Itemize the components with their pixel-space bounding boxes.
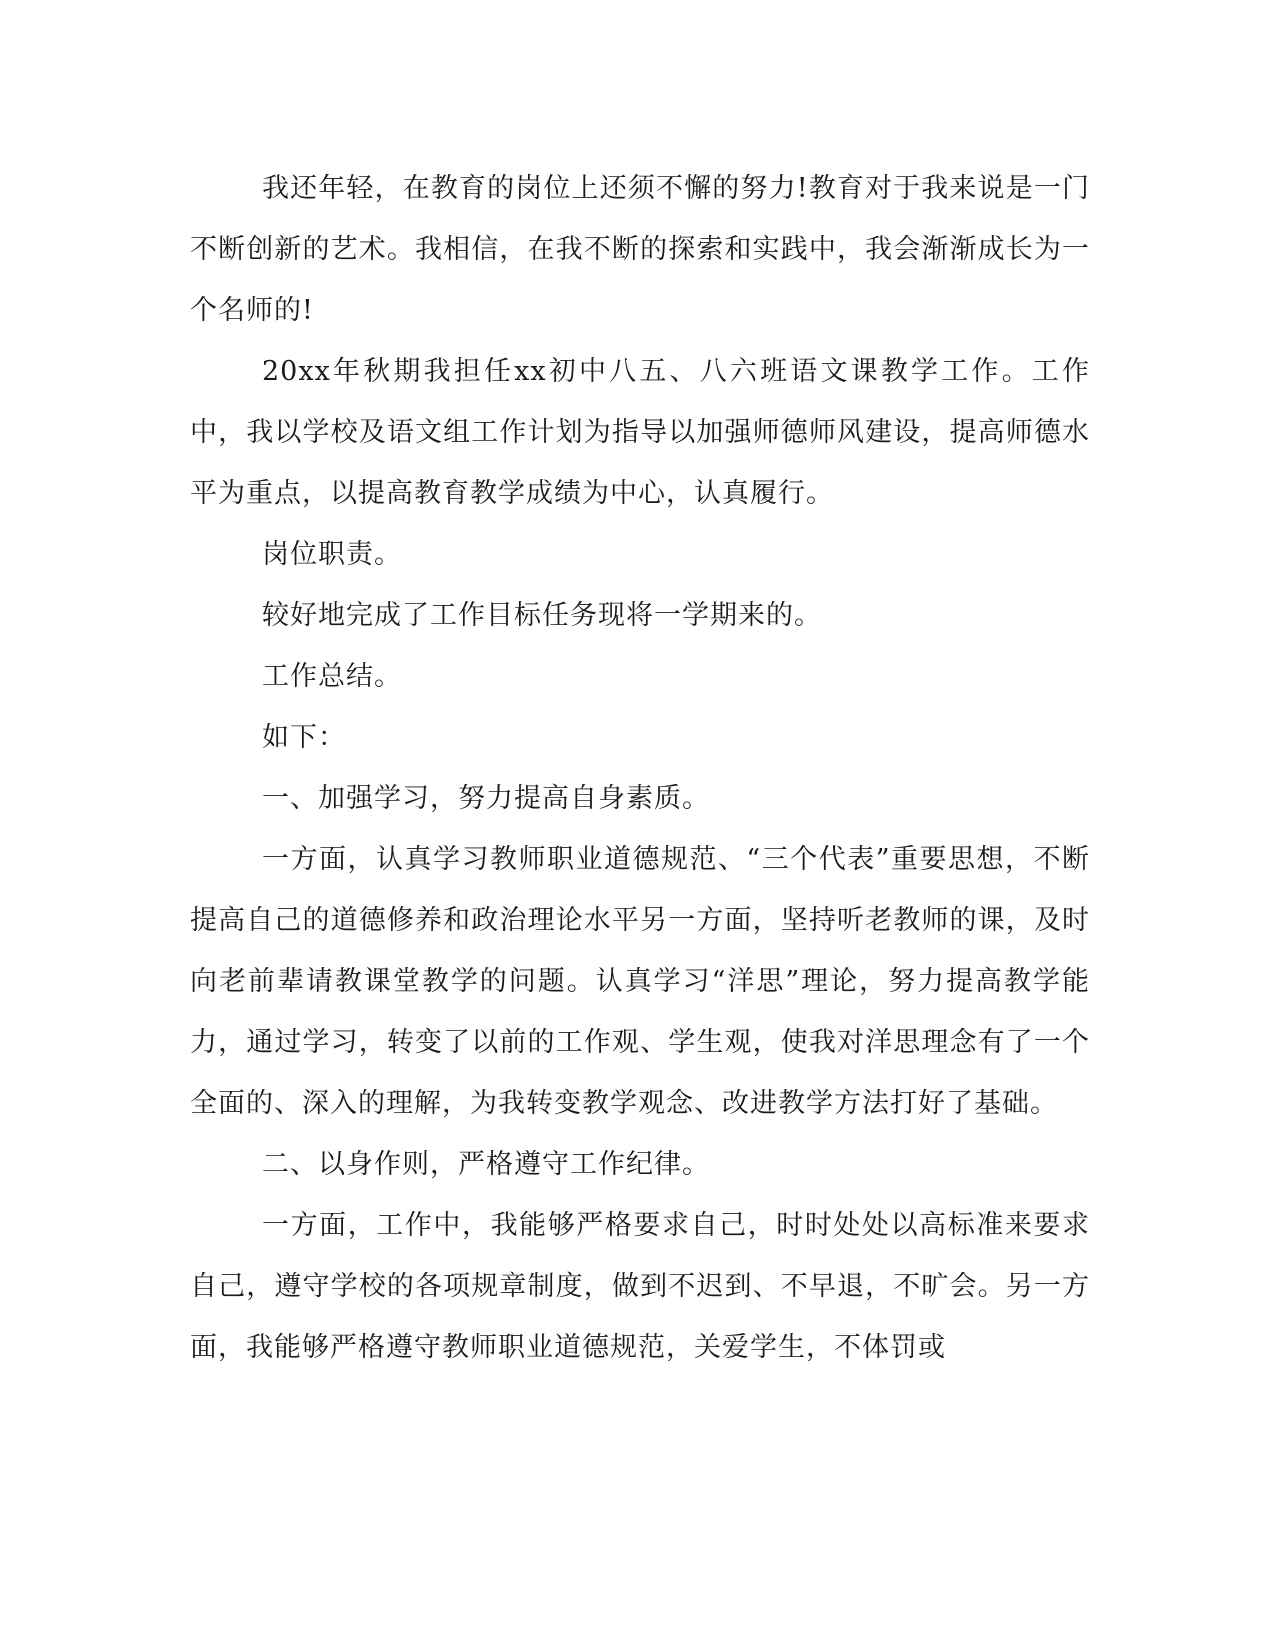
paragraph-2: 20xx年秋期我担任xx初中八五、八六班语文课教学工作。工作中，我以学校及语文组工作计划为指导以加强师德师风建设，提高师德水平为重点，以提高教育教学成绩为中心，认真履行。 [190, 356, 1090, 509]
paragraph-4: 较好地完成了工作目标任务现将一学期来的。 [262, 600, 822, 631]
paragraph-6: 如下： [262, 722, 346, 753]
paragraph-8: 一方面，认真学习教师职业道德规范、“三个代表”重要思想，不断提高自己的道德修养和政治理论水平另一方面，坚持听老教师的课，及时向老前辈请教课堂教学的问题。认真学习“洋思”理论，努力提高教学能力，通过学习，转变了以前的工作观、学生观，使我对洋思理念有了一个全面的、深入的理解，为我转变教学观念、改进教学方法打好了基础。 [190, 844, 1090, 1119]
section-heading-1: 一、加强学习，努力提高自身素质。 [262, 783, 710, 814]
document-body [190, 158, 1090, 1378]
paragraph-1: 我还年轻，在教育的岗位上还须不懈的努力!教育对于我来说是一门不断创新的艺术。我相信，在我不断的探索和实践中，我会渐渐成长为一个名师的! [190, 173, 1090, 326]
paragraph-5: 工作总结。 [262, 661, 402, 692]
paragraph-3: 岗位职责。 [262, 539, 402, 570]
paragraph-10: 一方面，工作中，我能够严格要求自己，时时处处以高标准来要求自己，遵守学校的各项规章制度，做到不迟到、不早退，不旷会。另一方面，我能够严格遵守教师职业道德规范，关爱学生，不体罚或 [190, 1210, 1090, 1363]
section-heading-2: 二、以身作则，严格遵守工作纪律。 [262, 1149, 710, 1180]
